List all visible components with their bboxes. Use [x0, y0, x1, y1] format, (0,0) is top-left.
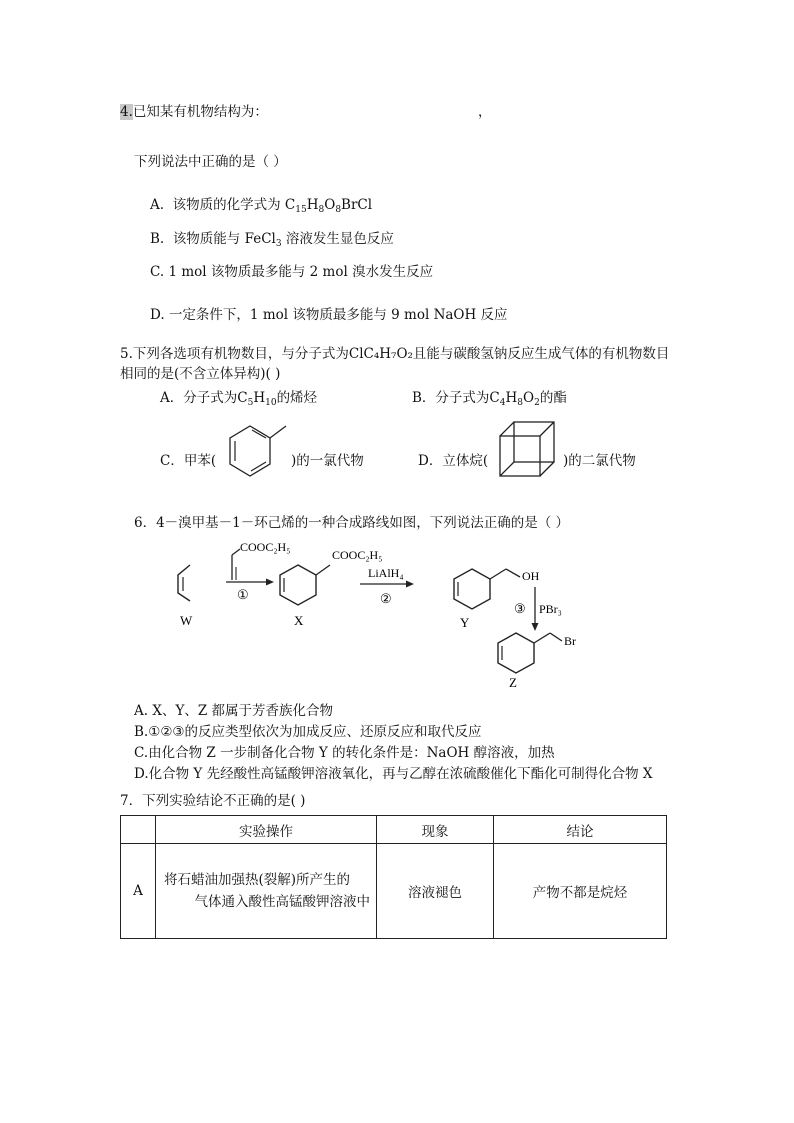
q4-option-b: B. 该物质能与 FeCl$_3$ 溶液发生显色反应 [150, 231, 394, 249]
q5-stem-line2: 相同的是(不含立体异构)( ) [120, 366, 281, 382]
q4-number: 4. [120, 104, 133, 120]
q5-option-d-pre: D．立体烷( [418, 453, 489, 469]
q5-option-c-pre: C．甲苯( [160, 453, 217, 469]
reagent-3: PBr₃ [539, 602, 562, 616]
q5-option-b: B．分子式为$C_4H_8O_2$的酯 [412, 390, 567, 408]
cubane-structure [496, 414, 562, 486]
operation-line-2: 气体通入酸性高锰酸钾溶液中 [194, 894, 370, 910]
q4-comma: ， [478, 104, 492, 120]
operation-line-1: 将石蜡油加强热(裂解)所产生的 [164, 872, 351, 888]
q4-option-a: A. 该物质的化学式为 $C_{15}H_8O_8BrCl$ [150, 197, 373, 215]
phenomenon-cell: 溶液褪色 [377, 844, 494, 939]
hydroxyl-group: OH [522, 569, 540, 583]
row-label: A [121, 844, 156, 939]
header-cell-phenomenon: 现象 [377, 816, 494, 844]
bromo-group: Br [564, 634, 576, 648]
header-cell-conclusion: 结论 [494, 816, 667, 844]
step-2: ② [380, 591, 392, 606]
label-x: X [294, 613, 304, 628]
label-w: W [180, 613, 193, 628]
toluene-structure [218, 416, 292, 492]
q5-option-c-post: )的一氯代物 [291, 453, 364, 469]
q4-option-c: C. 1 mol 该物质最多能与 2 mol 溴水发生反应 [150, 264, 434, 280]
header-cell-blank [121, 816, 156, 844]
q4-option-d: D. 一定条件下，1 mol 该物质最多能与 9 mol NaOH 反应 [150, 307, 508, 323]
step-1: ① [237, 587, 249, 602]
table-header-row [121, 816, 667, 844]
reagent-1: COOC₂H₅ [240, 540, 291, 554]
q4-stem: 4.已知某有机物结构为： [120, 104, 268, 120]
butadiene-structure [178, 565, 190, 601]
q6-synthesis-scheme [160, 535, 600, 695]
q6-option-d: D.化合物 Y 先经酸性高锰酸钾溶液氧化，再与乙醇在浓硫酸催化下酯化可制得化合物 X [134, 766, 653, 782]
q7-stem: 7．下列实验结论不正确的是( ) [120, 793, 306, 809]
label-z: Z [509, 675, 517, 690]
q4-prompt: 下列说法中正确的是（ ） [134, 154, 287, 170]
conclusion-cell: 产物不都是烷烃 [494, 844, 667, 939]
reagent-2: LiAlH₄ [368, 566, 404, 580]
label-y: Y [460, 615, 470, 630]
q5-option-d-post: )的二氯代物 [563, 453, 636, 469]
q6-option-c: C.由化合物 Z 一步制备化合物 Y 的转化条件是：NaOH 醇溶液，加热 [134, 745, 555, 761]
q7-table [120, 815, 667, 939]
table-row [121, 844, 667, 939]
operation-cell [156, 844, 377, 939]
step-3: ③ [514, 601, 526, 616]
q6-option-b: B.①②③的反应类型依次为加成反应、还原反应和取代反应 [134, 724, 482, 740]
q6-stem: 6．4－溴甲基－1－环己烯的一种合成路线如图，下列说法正确的是（ ） [134, 515, 570, 531]
q5-option-a: A．分子式为$C_5H_{10}$的烯烃 [160, 390, 318, 408]
q6-option-a: A. X、Y、Z 都属于芳香族化合物 [134, 703, 334, 719]
header-cell-operation: 实验操作 [156, 816, 377, 844]
ester-group: COOC₂H₅ [332, 548, 383, 562]
q5-stem-line1: 5.下列各选项有机物数目，与分子式为ClC₄H₇O₂且能与碳酸氢钠反应生成气体的有机物数目 [120, 346, 670, 362]
